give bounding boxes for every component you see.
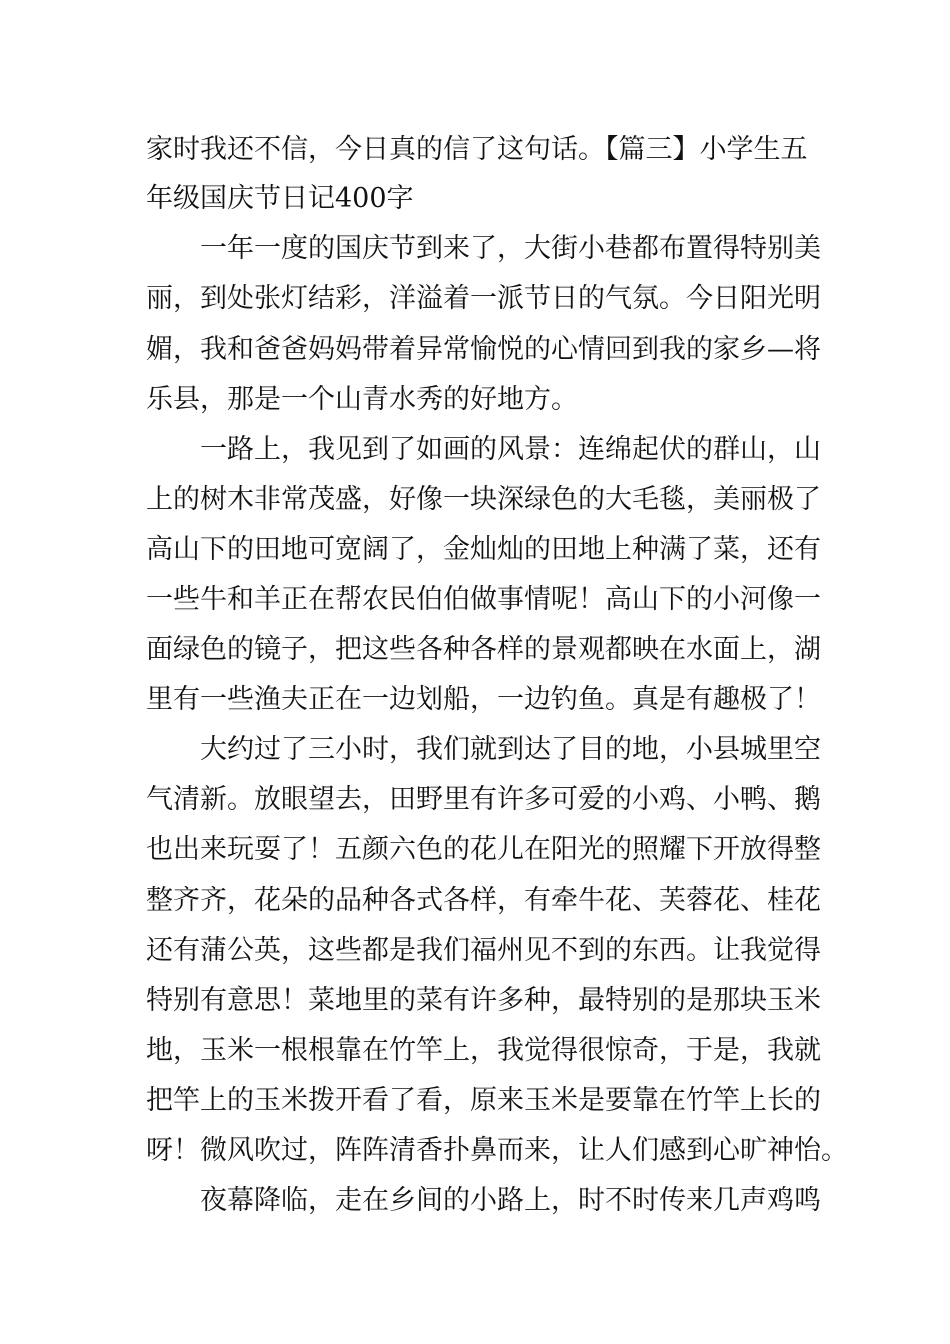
text-line: 面绿色的镜子，把这些各种各样的景观都映在水面上，湖 <box>146 634 821 665</box>
text-line: 一些牛和羊正在帮农民伯伯做事情呢！高山下的小河像一 <box>146 584 821 615</box>
paragraph-first-line: 夜幕降临，走在乡间的小路上，时不时传来几声鸡鸣 <box>200 1185 821 1216</box>
paragraph-first-line: 大约过了三小时，我们就到达了目的地，小县城里空 <box>200 734 821 765</box>
text-line: 特别有意思！菜地里的菜有许多种，最特别的是那块玉米 <box>146 985 821 1016</box>
paragraph-first-line: 一年一度的国庆节到来了，大街小巷都布置得特别美 <box>200 233 821 264</box>
text-line: 呀！微风吹过，阵阵清香扑鼻而来，让人们感到心旷神怡。 <box>146 1135 848 1166</box>
text-line: 整齐齐，花朵的品种各式各样，有牵牛花、芙蓉花、桂花 <box>146 885 821 916</box>
text-line: 里有一些渔夫正在一边划船，一边钓鱼。真是有趣极了！ <box>146 684 821 715</box>
text-line: 上的树木非常茂盛，好像一块深绿色的大毛毯，美丽极了 <box>146 484 821 515</box>
text-line: 还有蒲公英，这些都是我们福州见不到的东西。让我觉得 <box>146 935 821 966</box>
text-line: 高山下的田地可宽阔了，金灿灿的田地上种满了菜，还有 <box>146 534 821 565</box>
text-line: 年级国庆节日记400字 <box>146 183 414 214</box>
text-line: 媚，我和爸爸妈妈带着异常愉悦的心情回到我的家乡—将 <box>146 334 821 365</box>
text-line: 也出来玩耍了！五颜六色的花儿在阳光的照耀下开放得整 <box>146 834 821 865</box>
text-line: 丽，到处张灯结彩，洋溢着一派节日的气氛。今日阳光明 <box>146 283 821 314</box>
text-line: 乐县，那是一个山青水秀的好地方。 <box>146 384 578 415</box>
text-line: 家时我还不信，今日真的信了这句话。【篇三】小学生五 <box>146 134 808 165</box>
text-line: 地，玉米一根根靠在竹竿上，我觉得很惊奇，于是，我就 <box>146 1035 821 1066</box>
text-line: 气清新。放眼望去，田野里有许多可爱的小鸡、小鸭、鹅 <box>146 784 821 815</box>
paragraph-first-line: 一路上，我见到了如画的风景：连绵起伏的群山，山 <box>200 434 821 465</box>
text-line: 把竿上的玉米拨开看了看，原来玉米是要靠在竹竿上长的 <box>146 1085 821 1116</box>
